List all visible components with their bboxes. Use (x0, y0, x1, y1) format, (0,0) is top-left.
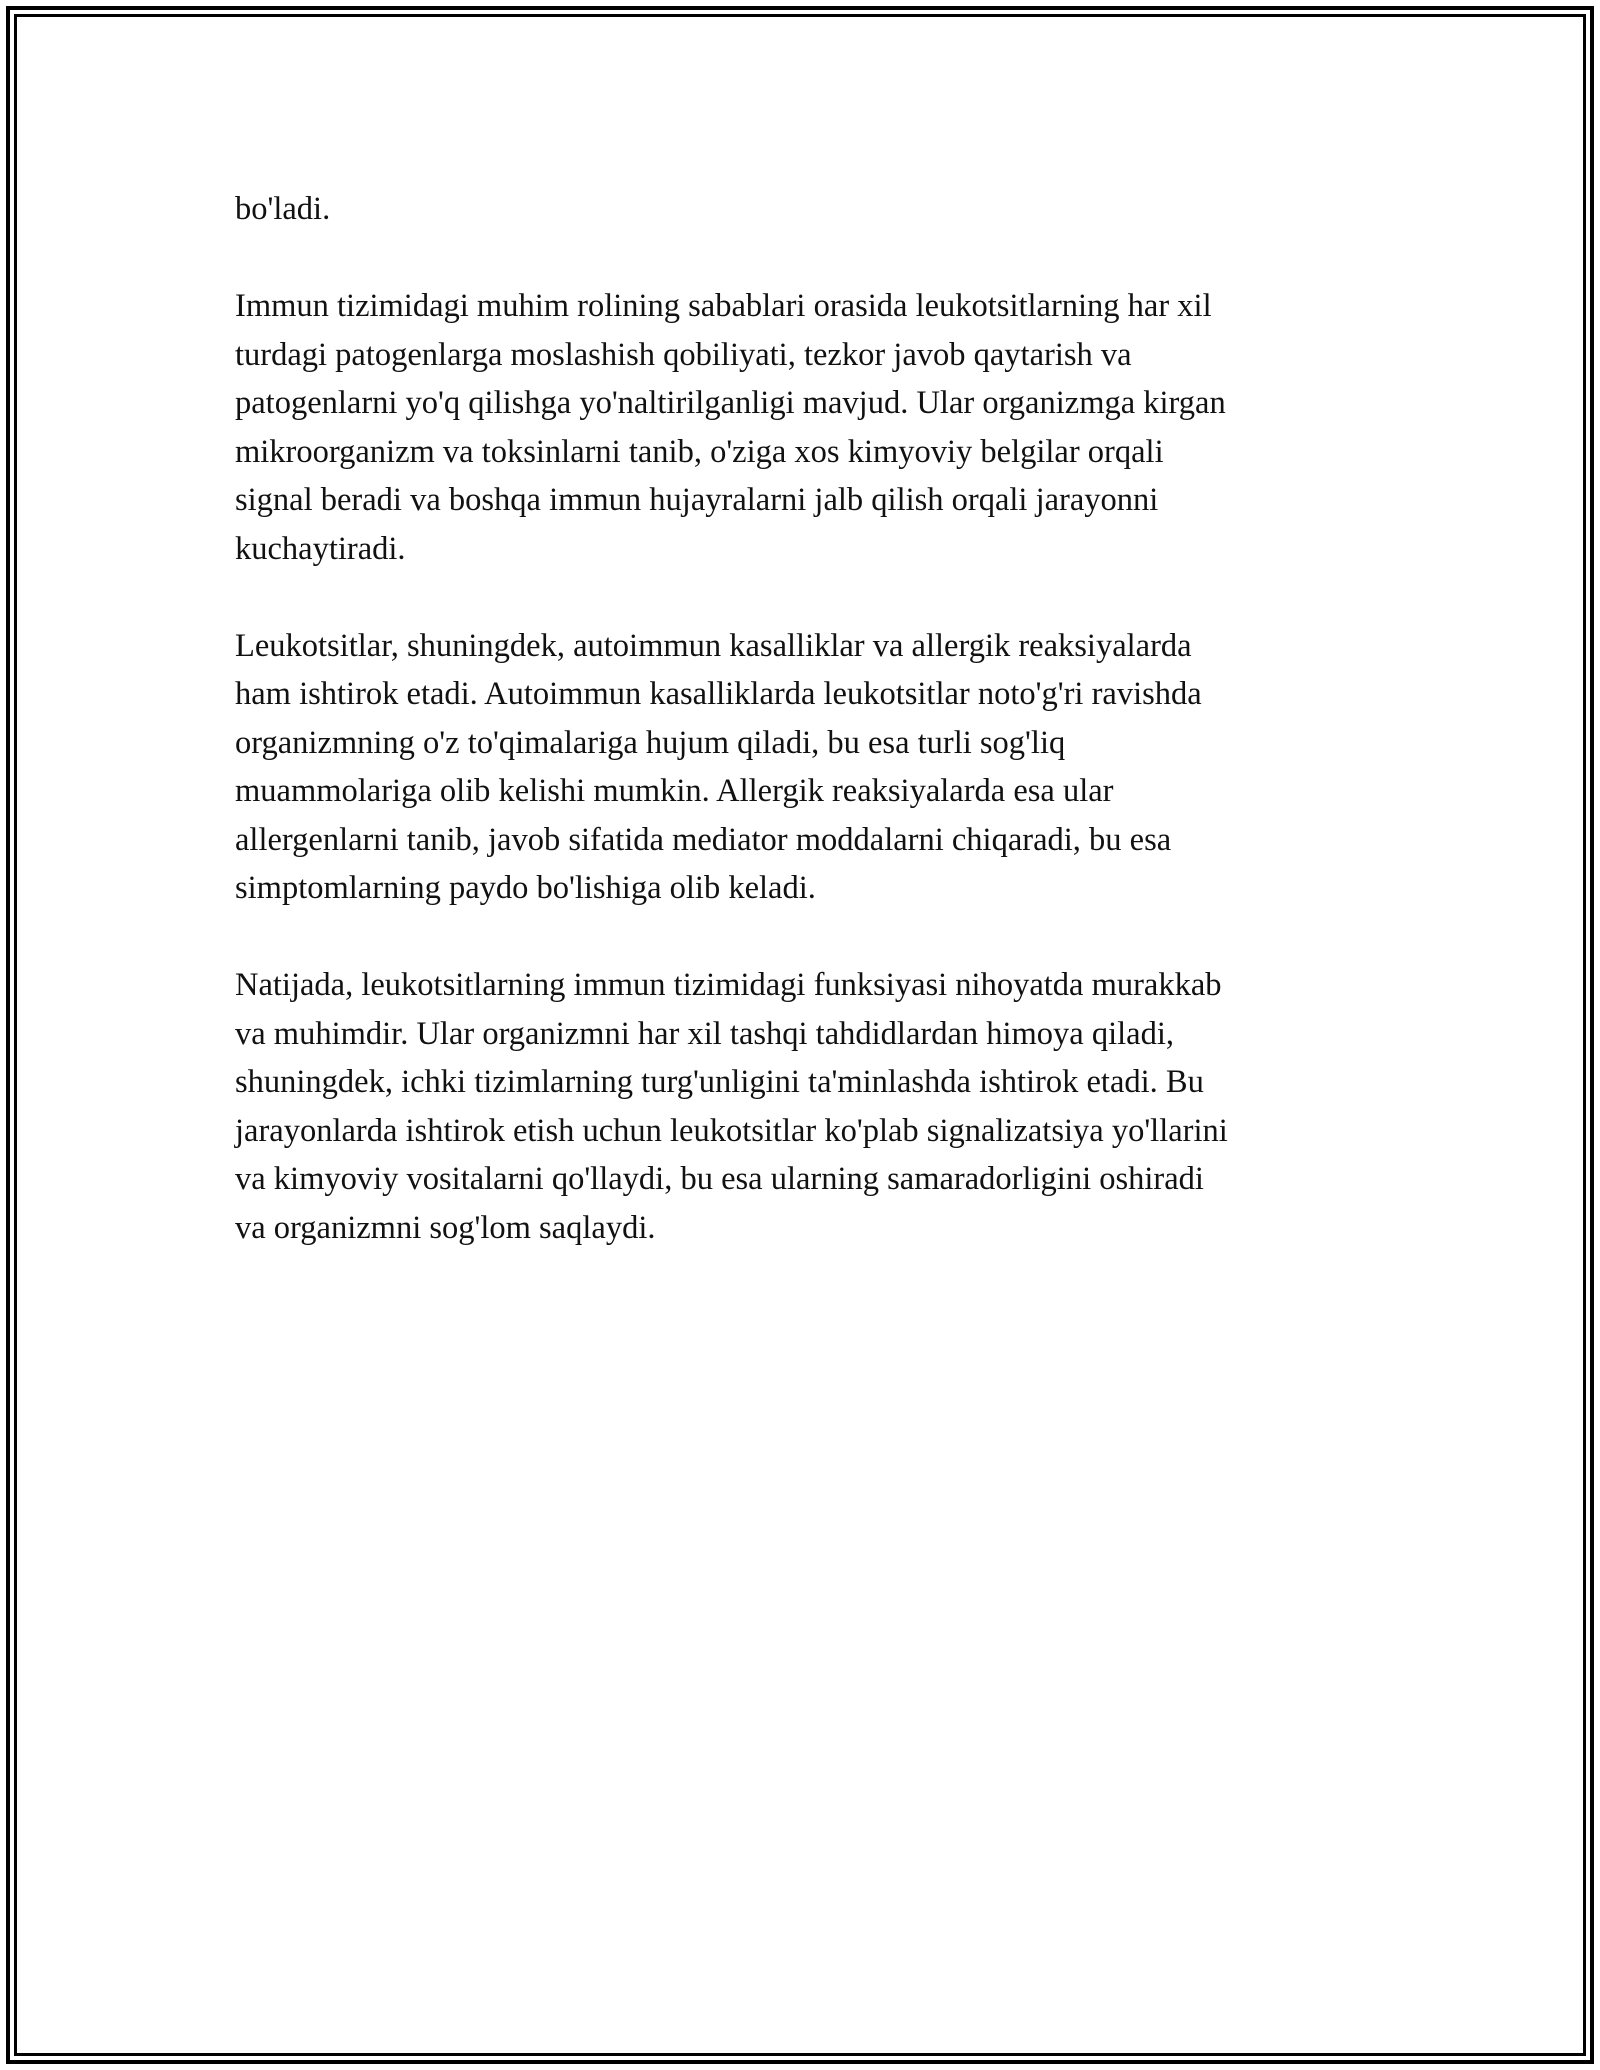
paragraph-immune-role-reasons (235, 282, 1365, 573)
text-line: kuchaytiradi. (235, 530, 406, 567)
text-line: jarayonlarda ishtirok etish uchun leukotsitlar ko'plab signalizatsiya yo'llarini (235, 1112, 1228, 1149)
text-line: va kimyoviy vositalarni qo'llaydi, bu esa ularning samaradorligini oshiradi (235, 1161, 1204, 1197)
text-line: patogenlarni yo'q qilishga yo'naltirilganligi mavjud. Ular organizmga kirgan (235, 385, 1226, 421)
text-line: va muhimdir. Ular organizmni har xil tashqi tahdidlardan himoya qiladi, (235, 1015, 1174, 1052)
text-line: bo'ladi. (235, 191, 331, 227)
text-line: Leukotsitlar, shuningdek, autoimmun kasalliklar va allergik reaksiyalarda (235, 627, 1192, 664)
text-line: turdagi patogenlarga moslashish qobiliyati, tezkor javob qaytarish va (235, 336, 1132, 373)
text-line: organizmning o'z to'qimalariga hujum qiladi, bu esa turli sog'liq (235, 724, 1066, 761)
document-body (235, 185, 1365, 1301)
text-line: signal beradi va boshqa immun hujayralarni jalb qilish orqali jarayonni (235, 482, 1159, 518)
paragraph-continuation (235, 185, 1365, 234)
text-line: muammolariga olib kelishi mumkin. Allergik reaksiyalarda esa ular (235, 773, 1114, 809)
text-line: mikroorganizm va toksinlarni tanib, o'ziga xos kimyoviy belgilar orqali (235, 433, 1164, 470)
text-line: Natijada, leukotsitlarning immun tizimidagi funksiyasi nihoyatda murakkab (235, 967, 1222, 1003)
text-line: va organizmni sog'lom saqlaydi. (235, 1209, 656, 1246)
paragraph-autoimmune-allergic (235, 622, 1365, 913)
text-line: simptomlarning paydo bo'lishiga olib keladi. (235, 870, 816, 906)
text-line: Immun tizimidagi muhim rolining sabablari orasida leukotsitlarning har xil (235, 288, 1212, 324)
paragraph-conclusion (235, 961, 1365, 1252)
text-line: ham ishtirok etadi. Autoimmun kasalliklarda leukotsitlar noto'g'ri ravishda (235, 676, 1202, 712)
text-line: shuningdek, ichki tizimlarning turg'unligini ta'minlashda ishtirok etadi. Bu (235, 1064, 1204, 1100)
text-line: allergenlarni tanib, javob sifatida mediator moddalarni chiqaradi, bu esa (235, 821, 1172, 858)
